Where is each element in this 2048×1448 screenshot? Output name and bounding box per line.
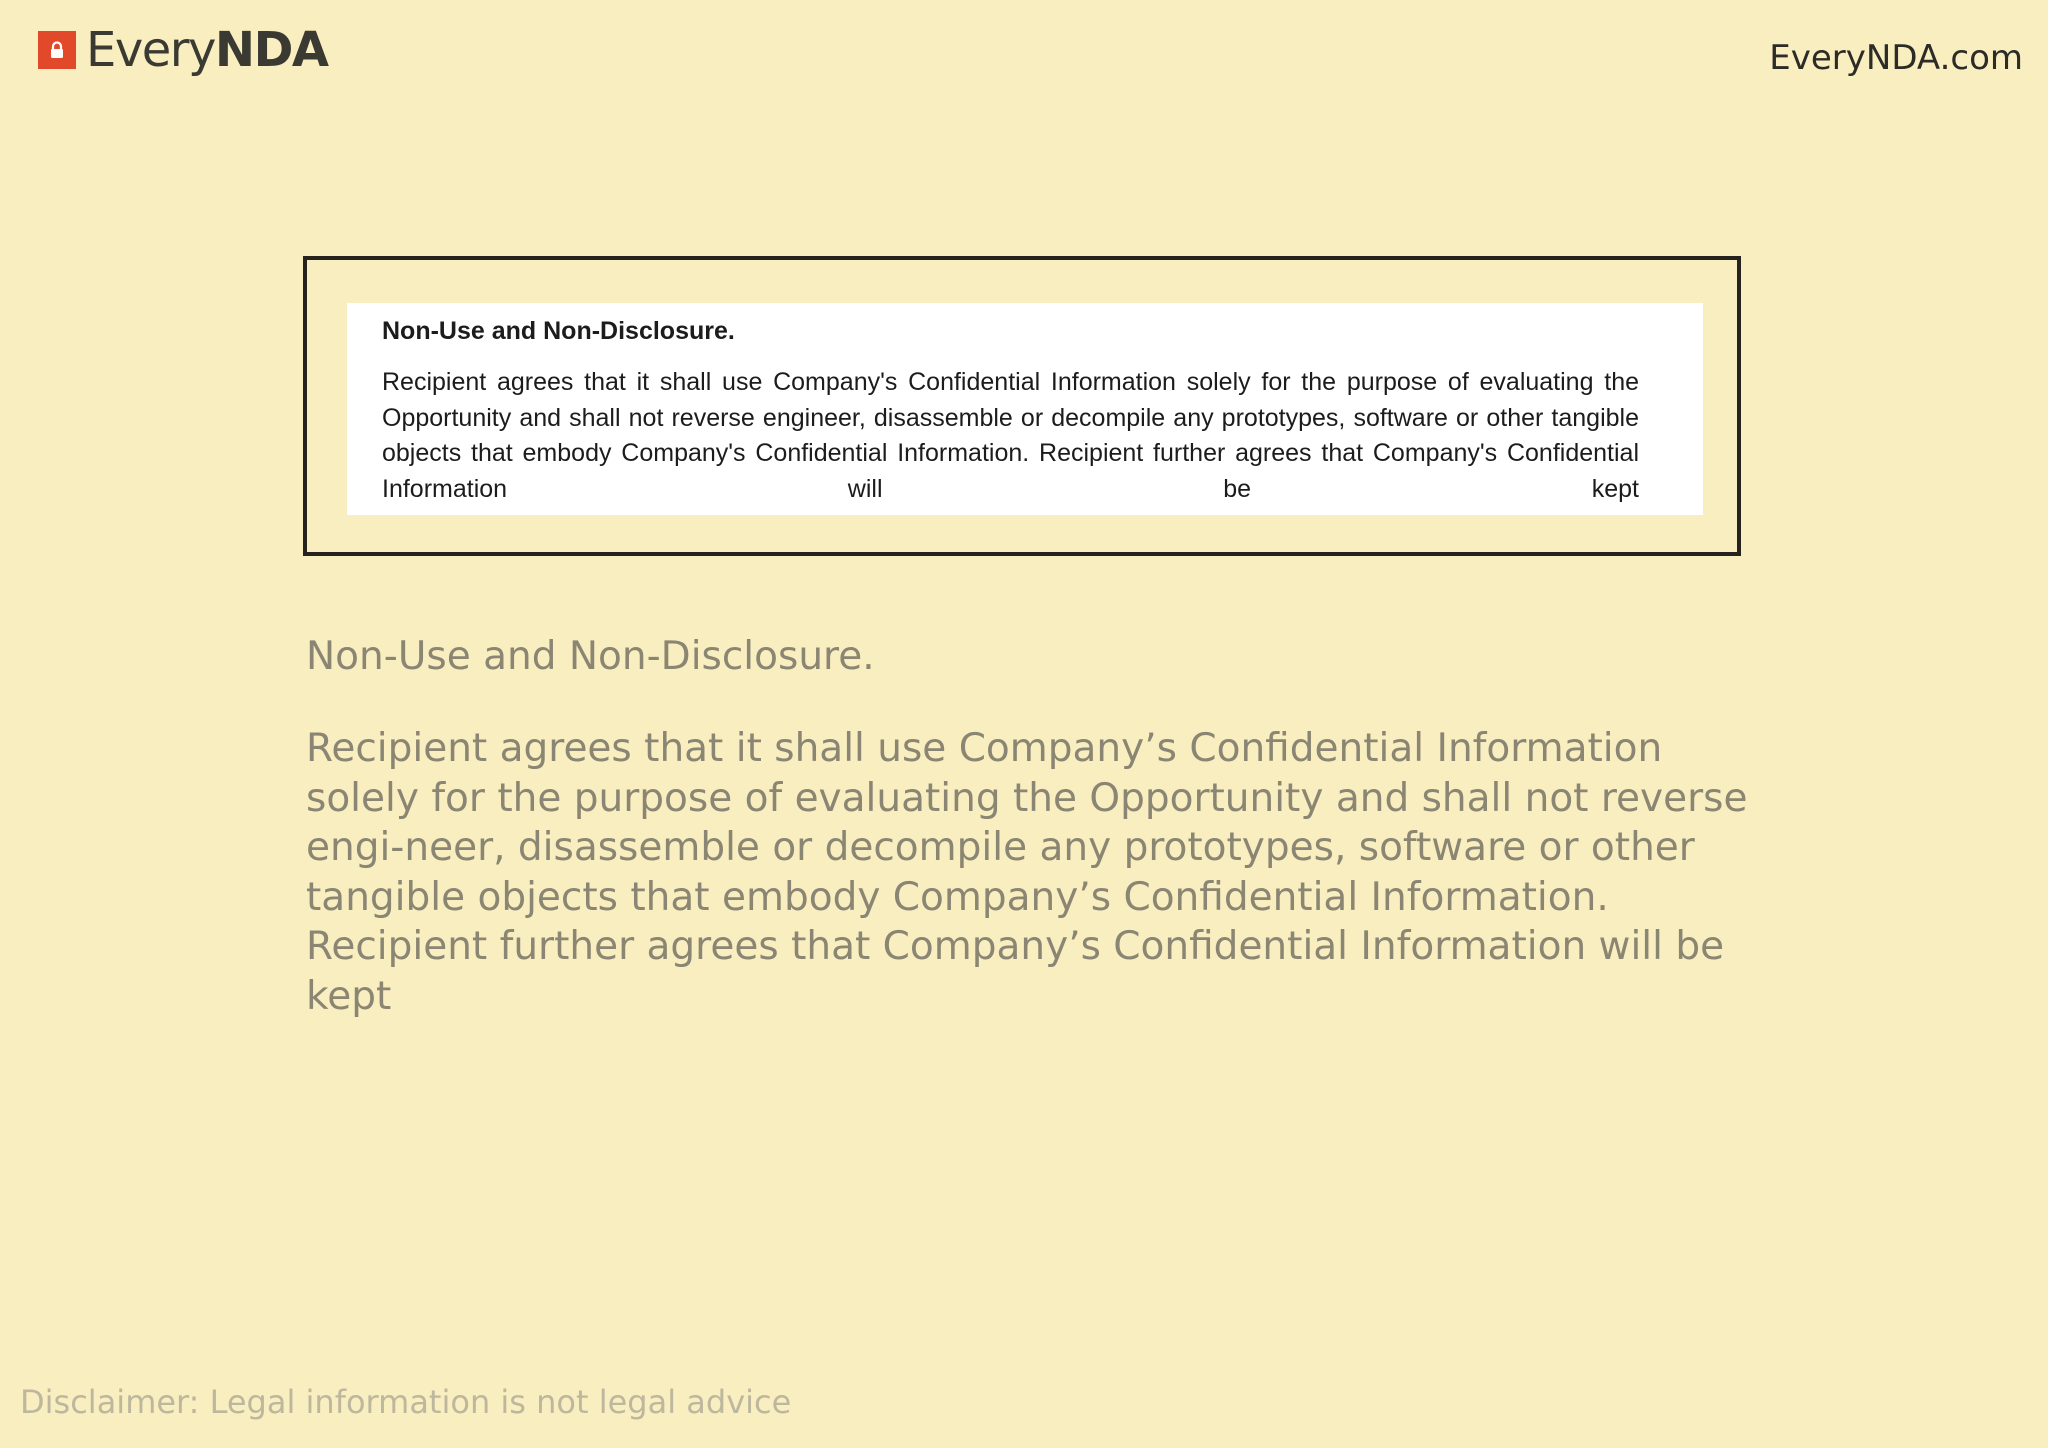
site-url[interactable]: EveryNDA.com (1769, 38, 2023, 78)
transcript-body: Recipient agrees that it shall use Company’s Confidential Information solely for the purpose of evaluating the Opportunity and shall not reverse engi-neer, disassemble or decompile any prototypes, software or other tangible objects that embody Company’s Confidential Information. Recipient further agrees that Company’s Confidential Information will be kept (306, 726, 1748, 1019)
disclaimer: Disclaimer: Legal information is not legal advice (20, 1383, 792, 1421)
everynda-logo[interactable] (38, 22, 328, 78)
transcript (306, 628, 1766, 1021)
scan-body: Recipient agrees that it shall use Company's Confidential Information solely for the purpose of evaluating the Opportunity and shall not reverse engineer, disassemble or decompile any prototypes, software or other tangible objects that embody Company's Confidential Information. Recipient further agrees that Company's Confidential Information will be kept (382, 368, 1639, 503)
lock-icon (38, 31, 76, 69)
transcript-heading: Non-Use and Non-Disclosure. (306, 634, 875, 679)
logo-prefix: Every (86, 22, 215, 78)
logo-wordmark (86, 22, 328, 78)
scanned-excerpt-frame (303, 256, 1741, 556)
scanned-excerpt-image (347, 303, 1703, 515)
scan-heading: Non-Use and Non-Disclosure. (382, 317, 735, 345)
logo-suffix: NDA (214, 22, 328, 78)
